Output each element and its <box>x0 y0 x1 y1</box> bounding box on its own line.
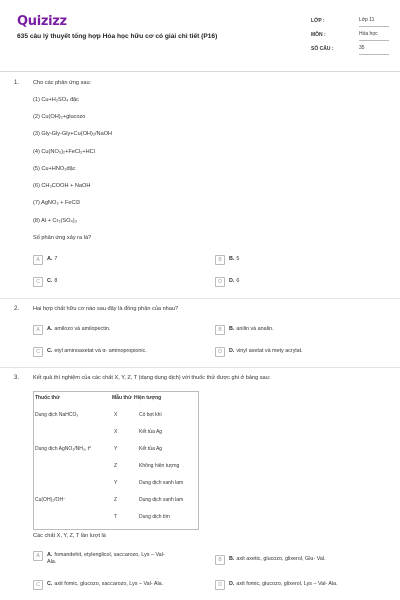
option-c[interactable] <box>33 277 57 287</box>
question-number: 3. <box>14 375 20 381</box>
option-b[interactable] <box>215 555 326 565</box>
table-cell-reagent: Cu(OH)₂/OH⁻ <box>35 497 66 503</box>
option-key: C. <box>47 581 53 587</box>
option-text: 7 <box>54 256 58 262</box>
option-key: D. <box>229 581 235 587</box>
option-letter-box: D <box>215 580 225 590</box>
option-text: vinyl axetat và mety acrylat. <box>236 348 303 354</box>
table-cell-result: Dung dịch xanh lam <box>139 497 184 503</box>
option-letter-box: B <box>215 255 225 265</box>
question-prompt: Hai hợp chất hữu cơ nào sau đây là đồng phân của nhau? <box>33 306 179 312</box>
question-prompt: Số phản ứng xảy ra là? <box>33 235 92 241</box>
table-cell-sample: Z <box>114 497 118 503</box>
option-key: A. <box>47 552 53 558</box>
option-key: B. <box>229 556 235 562</box>
option-letter-box: A <box>33 255 43 265</box>
table-cell-sample: T <box>114 514 118 520</box>
document-header <box>0 0 400 72</box>
table-header-result: Hiện tượng <box>134 395 162 401</box>
table-header-sample: Mẫu thử <box>112 395 132 401</box>
option-text: 8 <box>54 278 58 284</box>
meta-row-count <box>311 41 389 55</box>
table-cell-result: Có bọt khí <box>139 412 162 418</box>
table-cell-sample: Y <box>114 480 118 486</box>
question-number: 1. <box>14 80 20 86</box>
reaction-item: (7) AgNO₃ + FeCl3 <box>33 200 80 206</box>
meta-row-subject <box>311 27 389 41</box>
question-divider <box>0 367 400 368</box>
reaction-item: (8) Al + Cr₂(SO₄)₃ <box>33 218 77 224</box>
option-d[interactable] <box>215 277 239 287</box>
option-c[interactable] <box>33 580 163 590</box>
reaction-item: (1) Cu+H₂SO₄ đặc <box>33 97 79 103</box>
question-prompt: Kết quả thí nghiệm của các chất X, Y, Z, T (dạng dung dịch) với thuốc thử được ghi ở bảng sau: <box>33 375 271 381</box>
option-key: C. <box>47 348 53 354</box>
option-text: etyl aminoaxetat và α- aminopropionic. <box>54 348 147 354</box>
meta-value: Hóa học <box>359 31 389 41</box>
question-intro: Cho các phản ứng sau: <box>33 80 92 86</box>
meta-value: Lớp 11 <box>359 17 389 27</box>
option-c[interactable] <box>33 347 147 357</box>
question-divider <box>0 298 400 299</box>
option-text: fomandehit, etylenglicol, saccarozo, Lys – Val- <box>54 552 165 558</box>
table-cell-sample: X <box>114 429 118 435</box>
table-cell-result: Dung dịch xanh lam <box>139 480 184 486</box>
reaction-item: (5) Cu+HNO₃đặc <box>33 166 76 172</box>
option-key: D. <box>229 278 235 284</box>
table-cell-sample: Z <box>114 463 118 469</box>
document-title: 635 câu lý thuyết tổng hợp Hóa học hữu cơ có giải chi tiết (P16) <box>17 33 218 40</box>
option-key: A. <box>47 256 53 262</box>
option-letter-box: C <box>33 277 43 287</box>
reaction-item: (4) Cu(NO₃)₂+FeCl₂+HCl <box>33 149 95 155</box>
option-text: 5 <box>236 256 240 262</box>
option-text: anilin và analin. <box>236 326 274 332</box>
option-a[interactable] <box>33 255 57 265</box>
reaction-item: (2) Cu(OH)₂+glucozo <box>33 114 86 120</box>
reaction-item: (3) Gly-Gly-Gly+Cu(OH)₂/NaOH <box>33 131 113 137</box>
option-b[interactable] <box>215 325 274 335</box>
meta-info <box>311 13 389 55</box>
table-cell-result: Dung dịch tím <box>139 514 170 520</box>
option-b[interactable] <box>215 255 239 265</box>
meta-value: 35 <box>359 45 389 55</box>
option-letter-box: A <box>33 551 43 561</box>
option-letter-box: C <box>33 580 43 590</box>
option-letter-box: A <box>33 325 43 335</box>
option-letter-box: D <box>215 277 225 287</box>
option-key: B. <box>229 256 235 262</box>
question-followup: Các chất X, Y, Z, T lần lượt là <box>33 533 106 539</box>
option-letter-box: B <box>215 555 225 565</box>
option-key: C. <box>47 278 53 284</box>
option-letter-box: C <box>33 347 43 357</box>
option-text: amilozo và amilopectin. <box>54 326 111 332</box>
meta-label: LỚP : <box>311 18 325 24</box>
reaction-item: (6) CH₃COOH + NaOH <box>33 183 91 189</box>
option-key: B. <box>229 326 235 332</box>
option-key: A. <box>47 326 53 332</box>
option-text: 6 <box>236 278 240 284</box>
option-text: axit fomic, glucozo, saccarozo, Lys – Val- Ala. <box>54 581 164 587</box>
meta-row-grade <box>311 13 389 27</box>
table-cell-sample: Y <box>114 446 118 452</box>
option-key: D. <box>229 348 235 354</box>
quizizz-logo: Quizizz <box>17 14 67 29</box>
table-cell-result: Kết tủa Ag <box>139 446 163 452</box>
option-letter-box: B <box>215 325 225 335</box>
option-a[interactable] <box>33 551 165 566</box>
table-cell-result: Kết tủa Ag <box>139 429 163 435</box>
results-table <box>33 391 199 530</box>
table-cell-reagent: Dung dịch AgNO₃/NH₃, t⁰ <box>35 446 92 452</box>
option-d[interactable] <box>215 347 303 357</box>
meta-label: SỐ CÂU : <box>311 46 334 52</box>
option-text: axit axetic, glucozo, glixerol, Glu- Val. <box>236 556 326 562</box>
table-cell-result: Không hiện tượng <box>139 463 180 469</box>
meta-label: MÔN : <box>311 32 326 38</box>
table-cell-sample: X <box>114 412 118 418</box>
option-letter-box: D <box>215 347 225 357</box>
table-header-reagent: Thuốc thử <box>35 395 60 401</box>
option-d[interactable] <box>215 580 338 590</box>
table-cell-reagent: Dung dịch NaHCO₃ <box>35 412 79 418</box>
option-text-continued: Ala. <box>47 559 57 565</box>
question-number: 2. <box>14 306 20 312</box>
option-a[interactable] <box>33 325 110 335</box>
option-text: axit fomic, glucozo, glixerol, Lys – Val- Ala. <box>236 581 338 587</box>
